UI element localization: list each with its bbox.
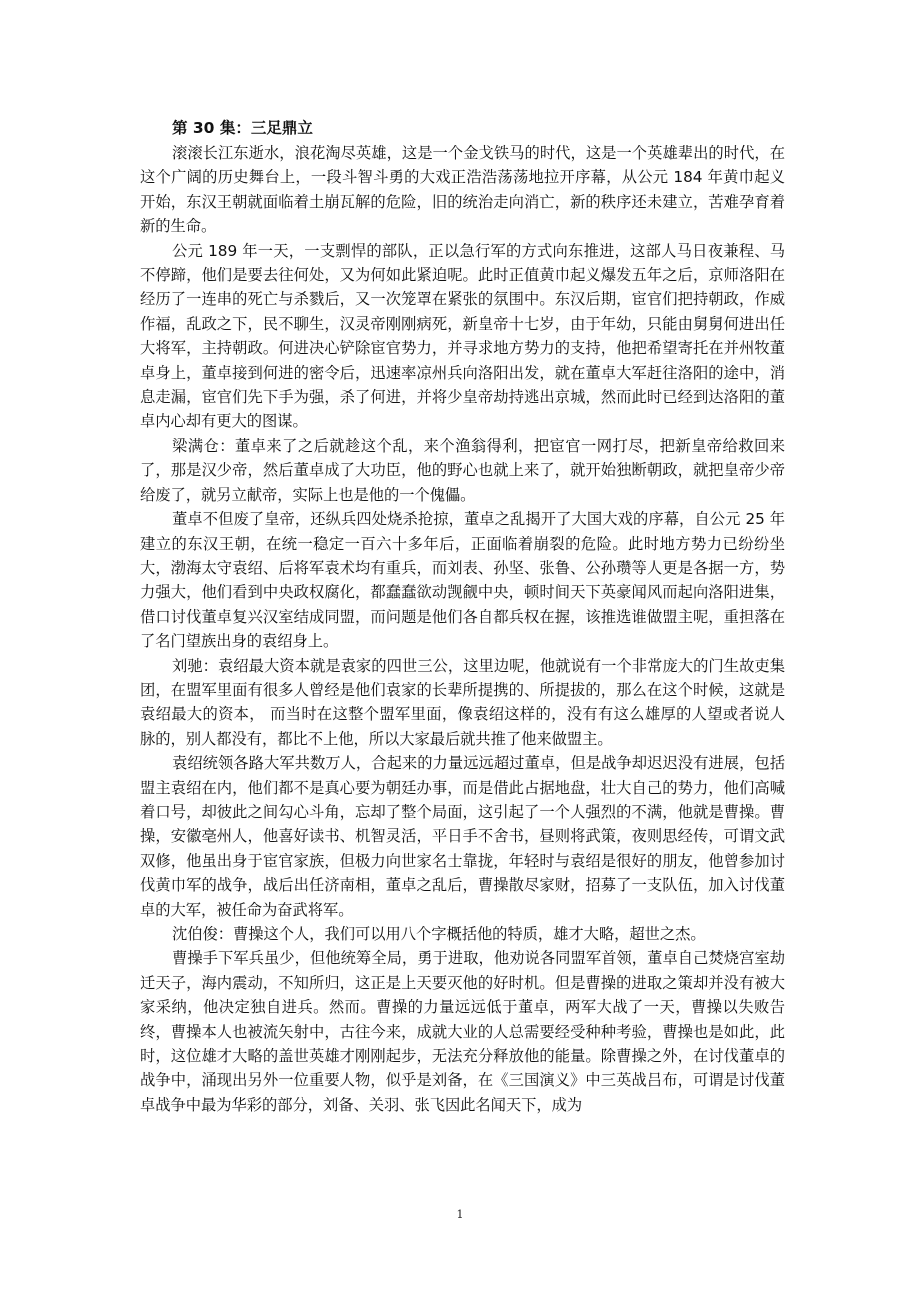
- paragraph-liang-mancang: 梁满仓：董卓来了之后就趁这个乱，来个渔翁得利，把宦官一网打尽，把新皇帝给救回来了，那是汉少帝，然后董卓成了大功臣，他的野心也就上来了，就开始独断朝政，就把皇帝少帝给废了，就另立献帝，实际上也是他的一个傀儡。: [140, 436, 785, 504]
- paragraph-dongzhuo-march: 公元 189 年一天，一支剽悍的部队，正以急行军的方式向东推进，这部人马日夜兼程、马不停蹄，他们是要去往何处，又为何如此紧迫呢。此时正值黄巾起义爆发五年之后，京师洛阳在经历了一连串的死亡与杀戮后，又一次笼罩在紧张的氛围中。东汉后期，宦官们把持朝政，作威作福，乱政之下，民不聊生，汉灵帝刚刚病死，新皇帝十七岁，由于年幼，只能由舅舅何进出任大将军，主持朝政。何进决心铲除宦官势力，并寻求地方势力的支持，他把希望寄托在并州牧董卓身上，董卓接到何进的密令后，迅速率凉州兵向洛阳出发，就在董卓大军赶往洛阳的途中，消息走漏，宦官们先下手为强，杀了何进，并将少皇帝劫持逃出京城，然而此时已经到达洛阳的董卓内心却有更大的图谋。: [140, 241, 785, 431]
- document-page: [140, 116, 785, 1117]
- document-title: 第 30 集：三足鼎立: [172, 119, 313, 137]
- paragraph-intro: 滚滚长江东逝水，浪花淘尽英雄，这是一个金戈铁马的时代，这是一个英雄辈出的时代，在这个广阔的历史舞台上，一段斗智斗勇的大戏正浩浩荡荡地拉开序幕，从公元 184 年黄巾起义开始，东汉王朝就面临着土崩瓦解的危险，旧的统治走向消亡，新的秩序还未建立，苦难孕育着新的生命。: [140, 144, 785, 236]
- paragraph-liu-chi: 刘驰：袁绍最大资本就是袁家的四世三公，这里边呢，他就说有一个非常庞大的门生故吏集团，在盟军里面有很多人曾经是他们袁家的长辈所提携的、所提拔的，那么在这个时候，这就是袁绍最大的资本， 而当时在这整个盟军里面，像袁绍这样的，没有有这么雄厚的人望或者说人脉的，别人都没有，都比不上他，所以大家最后就共推了他来做盟主。: [140, 656, 785, 748]
- paragraph-dongzhuo-chaos: 董卓不但废了皇帝，还纵兵四处烧杀抢掠，董卓之乱揭开了大国大戏的序幕，自公元 25 年建立的东汉王朝，在统一稳定一百六十多年后，正面临着崩裂的危险。此时地方势力已纷纷坐大，渤海太守袁绍、后将军袁术均有重兵，而刘表、孙坚、张鲁、公孙瓒等人更是各据一方，势力强大，他们看到中央政权腐化，都蠢蠢欲动觊觎中央，顿时间天下英豪闻风而起向洛阳进集，借口讨伐董卓复兴汉室结成同盟，而问题是他们各自都兵权在握，该推选谁做盟主呢，重担落在了名门望族出身的袁绍身上。: [140, 510, 785, 651]
- paragraph-shen-bojun: 沈伯俊：曹操这个人，我们可以用八个字概括他的特质，雄才大略，超世之杰。: [172, 925, 706, 943]
- page-number: 1: [456, 1208, 464, 1221]
- paragraph-yuan-shao-cao-cao: 袁绍统领各路大军共数万人，合起来的力量远远超过董卓，但是战争却迟迟没有进展，包括盟主袁绍在内，他们都不是真心要为朝廷办事，而是借此占据地盘，壮大自己的势力，他们高喊着口号，却彼此之间勾心斗角，忘却了整个局面，这引起了一个人强烈的不满，他就是曹操。曹操，安徽亳州人，他喜好读书、机智灵活，平日手不舍书，昼则将武策，夜则思经传，可谓文武双修，他虽出身于宦官家族，但极力向世家名士靠拢，年轻时与袁绍是很好的朋友，他曾参加讨伐黄巾军的战争，战后出任济南相，董卓之乱后，曹操散尽家财，招募了一支队伍，加入讨伐董卓的大军，被任命为奋武将军。: [140, 754, 785, 919]
- paragraph-cao-cao-advance: 曹操手下军兵虽少，但他统筹全局，勇于进取，他劝说各同盟军首领，董卓自己焚烧宫室劫迁天子，海内震动，不知所归，这正是上天要灭他的好时机。但是曹操的进取之策却并没有被大家采纳，他决定独自进兵。然而。曹操的力量远远低于董卓，两军大战了一天，曹操以失败告终，曹操本人也被流矢射中，古往今来，成就大业的人总需要经受种种考验，曹操也是如此，此时，这位雄才大略的盖世英雄才刚刚起步，无法充分释放他的能量。除曹操之外，在讨伐董卓的战争中，涌现出另外一位重要人物，似乎是刘备，在《三国演义》中三英战吕布，可谓是讨伐董卓战争中最为华彩的部分，刘备、关羽、张飞因此名闻天下，成为: [140, 949, 785, 1114]
